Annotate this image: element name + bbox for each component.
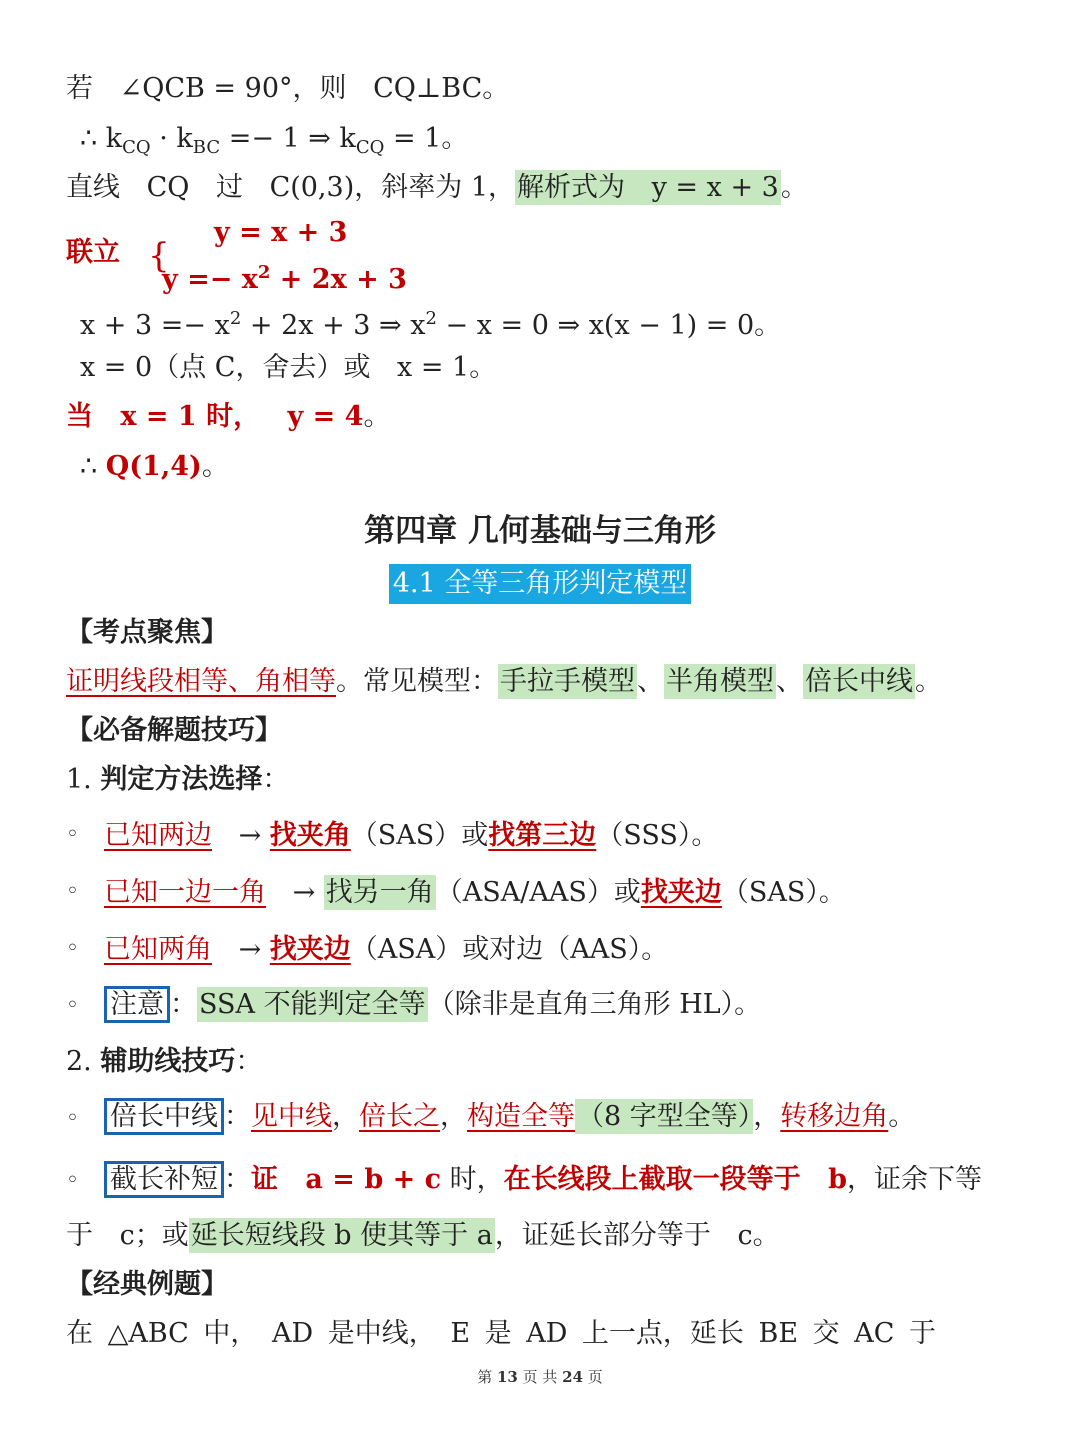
text-line [66,171,808,205]
arrow: → [230,934,270,965]
underlined-text: 见中线 [251,1101,332,1132]
text: ： [224,1101,251,1132]
highlight-text: （8 字型全等） [577,1101,752,1132]
underlined-text: 找夹角 [269,820,351,851]
text: （SAS）或 [350,820,489,851]
text: 当 [66,401,103,432]
page-footer [0,1366,1080,1387]
text: 页 共 [517,1368,563,1386]
math: x = 1 [120,401,197,432]
bullet-line-1 [104,819,718,853]
text: 。 [752,1220,780,1251]
example-text: 在 △ABC 中， AD 是中线， E 是 AD 上一点，延长 BE 交 AC 于 [66,1318,936,1349]
text: 第 [477,1368,497,1386]
math: x + 3 =− x [80,310,230,341]
text: ，斜率为 1， [354,172,515,203]
text: ： [262,764,290,795]
highlight-text: 倍长中线 [805,666,913,697]
text: ： [235,1046,263,1077]
heading-text: 判定方法选择 [100,764,263,795]
math: CQ [146,172,190,203]
text: 、 [776,666,803,697]
text: ： [224,1164,251,1195]
bullet-line-2 [104,876,846,910]
text: 于 [66,1220,102,1251]
superscript: 2 [229,308,242,329]
underlined-text: 找夹边 [640,877,722,908]
highlight-text: SSA 不能判定全等 [199,989,426,1020]
math: =− 1 ⇒ k [220,123,356,154]
text: （ASA/AAS）或 [435,877,641,908]
method-2-heading [66,1045,262,1079]
math: Q(1,4) [105,451,202,482]
underlined-text: 已知两边 [104,820,212,851]
number: 1. [66,764,101,795]
math: ∴ [80,451,106,482]
highlight-text: 手拉手模型 [500,666,635,697]
bullet-icon: ◦ [66,936,79,961]
bullet-icon: ◦ [66,1106,79,1131]
text-line [66,400,390,434]
text: ， [440,1101,467,1132]
underlined-text: 倍长之 [359,1101,440,1132]
text: （SSS）。 [596,820,719,851]
text: 。 [201,451,229,482]
bullet-icon: ◦ [66,1168,79,1193]
page-number: 13 [496,1368,518,1386]
underlined-text: 已知一边一角 [104,877,266,908]
text: 证 [251,1164,288,1195]
text: 时， [196,401,270,432]
text: ， [332,1101,359,1132]
bullet-icon: ◦ [66,993,79,1018]
boxed-label: 注意 [104,986,170,1023]
superscript: 2 [257,262,271,283]
subscript: CQ [122,137,151,158]
text: 。 [888,1101,916,1132]
method-1-heading [66,763,289,797]
text: 时， [441,1164,504,1195]
math: y =− x [162,264,258,295]
subscript: BC [192,137,221,158]
text: 页 [583,1368,603,1386]
math: ∠QCB = 90° [119,73,293,104]
heading-text: 辅助线技巧 [100,1046,236,1077]
text: 。 [482,73,510,104]
text: ， [753,1101,781,1132]
text: ，证余下等 [846,1164,982,1195]
number: 2. [66,1046,101,1077]
skills-heading: 【必备解题技巧】 [66,715,282,746]
section-title: 4.1 全等三角形判定模型 [389,564,692,604]
math: − x = 0 ⇒ x(x − 1) = 0 [436,310,755,341]
text: 过 [207,172,252,203]
underlined-text: 证明线段相等、角相等 [66,666,336,697]
text: 、 [637,666,664,697]
math: · k [150,123,193,154]
focus-line [66,665,942,699]
subscript: CQ [355,137,385,158]
text: ，证延长部分等于 [494,1220,720,1251]
bullet-line-3 [104,933,668,967]
text: ，则 [292,73,356,104]
brace: { [148,236,170,276]
underlined-text: 找夹边 [269,934,351,965]
math: CQ⊥BC [373,73,483,104]
math: y = 4 [287,401,364,432]
example-heading: 【经典例题】 [66,1269,228,1300]
chapter-title: 第四章 几何基础与三角形 [364,513,716,549]
equation-1: y = x + 3 [214,217,348,248]
text: （SAS）。 [721,877,846,908]
underlined-text: 转移边角 [780,1101,889,1132]
math: ∴ k [80,123,123,154]
text: （除非是直角三角形 HL）。 [427,989,762,1020]
math: + 2x + 3 ⇒ x [241,310,426,341]
text-line [66,72,509,106]
math: c [119,1220,135,1251]
text: 。 [754,310,782,341]
page-total: 24 [562,1368,584,1386]
underlined-text: 构造全等 [467,1101,575,1132]
arrow: → [230,820,270,851]
text: 直线 [66,172,129,203]
highlight-text: 延长短线段 b 使其等于 a [190,1220,493,1251]
focus-heading: 【考点聚焦】 [66,617,228,648]
math: b [828,1164,847,1195]
text: 在长线段上截取一段等于 [503,1164,811,1195]
text: 。 [915,666,942,697]
text: 。常见模型： [336,666,498,697]
bullet-line-6 [104,1163,982,1197]
arrow: → [284,877,324,908]
math: x = 0 [80,352,153,383]
highlight-math: y = x + 3 [651,172,779,203]
text-line [80,351,496,385]
math: a = b + c [305,1164,442,1195]
bullet-line-4 [104,988,761,1022]
bullet-icon: ◦ [66,822,79,847]
system-label: 联立 [66,237,120,268]
highlight-text: 找另一角 [325,877,434,908]
text: 。 [441,123,469,154]
text: 。 [363,401,391,432]
text-line [80,450,229,484]
text: 。 [780,172,808,203]
equation-2 [162,256,407,297]
text-line [80,302,781,343]
bullet-line-5 [104,1100,915,1134]
math: + 2x + 3 [270,264,407,295]
underlined-text: 已知两角 [104,934,212,965]
bullet-icon: ◦ [66,879,79,904]
bullet-line-6-continued [66,1219,780,1253]
underlined-text: 找第三边 [488,820,597,851]
math: = 1 [384,123,442,154]
boxed-label: 截长补短 [104,1161,224,1198]
section-title-wrap [0,564,1080,604]
text: ；或 [134,1220,189,1251]
text: ： [170,989,197,1020]
text: 。 [469,352,497,383]
math: x = 1 [397,352,470,383]
text-line [80,122,468,165]
text: （点 C，舍去）或 [152,352,380,383]
math: C(0,3) [269,172,355,203]
highlight-text: 半角模型 [666,666,774,697]
boxed-label: 倍长中线 [104,1098,224,1135]
text: 若 [66,73,102,104]
text: （ASA）或对边（AAS）。 [350,934,669,965]
math: c [737,1220,753,1251]
highlight-text: 解析式为 [517,172,634,203]
superscript: 2 [425,308,437,329]
